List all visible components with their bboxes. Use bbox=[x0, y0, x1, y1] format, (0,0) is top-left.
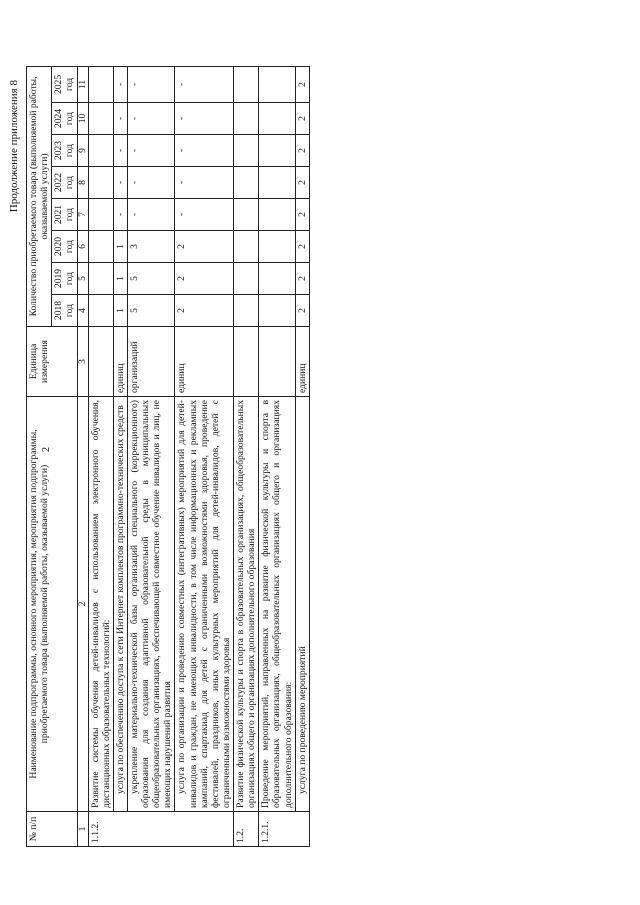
value-cell: - bbox=[175, 167, 234, 199]
item-text: услуга по обеспечению доступа к сети Интернет комплектов программно-технических средств bbox=[113, 397, 127, 812]
value-cell: 2 bbox=[295, 199, 309, 231]
value-cell: - bbox=[175, 135, 234, 167]
table-row bbox=[113, 66, 127, 846]
column-number: 6 bbox=[77, 231, 88, 263]
value-cell: 2 bbox=[295, 167, 309, 199]
header-year: 2024 год bbox=[52, 103, 77, 135]
header-year: 2025 год bbox=[52, 66, 77, 102]
table-row bbox=[259, 66, 295, 846]
value-cell: - bbox=[127, 103, 175, 135]
column-number: 8 bbox=[77, 167, 88, 199]
page-number: 2 bbox=[41, 447, 52, 452]
value-cell: - bbox=[127, 66, 175, 102]
row-title: Проведение мероприятий, направленных на развитие физической культуры и спорта в образовательных организациях, общеобразовательных организациях общего и организациях дополнительного образования: bbox=[259, 397, 295, 812]
column-number: 7 bbox=[77, 199, 88, 231]
appendix-caption: Продолжение приложения 8 bbox=[8, 80, 20, 213]
value-cell: 5 bbox=[127, 263, 175, 295]
item-unit: организаций bbox=[127, 327, 175, 397]
value-cell: 1 bbox=[113, 295, 127, 327]
header-year: 2020 год bbox=[52, 231, 77, 263]
column-number: 10 bbox=[77, 103, 88, 135]
value-cell: - bbox=[113, 167, 127, 199]
value-cell: - bbox=[175, 199, 234, 231]
header-year: 2018 год bbox=[52, 295, 77, 327]
value-cell: 2 bbox=[295, 263, 309, 295]
row-code: 1.1.2. bbox=[88, 812, 234, 847]
column-number: 1 bbox=[77, 812, 88, 847]
value-cell: - bbox=[127, 135, 175, 167]
header-year: 2019 год bbox=[52, 263, 77, 295]
row-title: Развитие системы обучения детей-инвалидов с использованием электронного обучения, дистанционных образовательных технологий: bbox=[88, 397, 113, 812]
procurement-table bbox=[26, 66, 310, 847]
value-cell: 2 bbox=[295, 66, 309, 102]
item-text: укрепление материально-технической базы организаций специального (коррекционного) образования для создания адаптивной образовательной среды в муниципальных общеобразовательных организациях, обеспечивающей совместное обучение инвалидов и лиц, не имеющих нарушений развития bbox=[127, 397, 175, 812]
header-year: 2022 год bbox=[52, 167, 77, 199]
column-number: 11 bbox=[77, 66, 88, 102]
column-number: 4 bbox=[77, 295, 88, 327]
table-row bbox=[234, 66, 259, 846]
header-year: 2021 год bbox=[52, 199, 77, 231]
value-cell: 5 bbox=[127, 295, 175, 327]
value-cell: - bbox=[175, 103, 234, 135]
item-unit: единиц bbox=[175, 327, 234, 397]
table-row bbox=[127, 66, 175, 846]
header-num: № п/п bbox=[27, 812, 78, 847]
column-number: 3 bbox=[77, 327, 88, 397]
item-text: услуга по организации и проведению совместных (интегративных) мероприятий для детей-инвалидов и граждан, не имеющих инвалидности, в том числе информационных и рекламных кампаний, спартакиад для детей с ограниченными возможностями здоровья, проведение фестивалей, праздников, иных культурных мероприятий для детей-инвалидов, детей с ограниченными возможностями здоровья bbox=[175, 397, 234, 812]
column-number: 2 bbox=[77, 397, 88, 812]
header-unit: Единица измерения bbox=[27, 327, 78, 397]
header-quantity: Количество приобретаемого товара (выполняемой работы, оказываемой услуги) bbox=[27, 66, 52, 326]
item-unit: единиц bbox=[113, 327, 127, 397]
value-cell: 2 bbox=[175, 295, 234, 327]
value-cell: - bbox=[113, 135, 127, 167]
value-cell: 3 bbox=[127, 231, 175, 263]
table-row bbox=[295, 66, 309, 846]
value-cell: 2 bbox=[295, 231, 309, 263]
value-cell: 2 bbox=[295, 135, 309, 167]
row-title: Развитие физической культуры и спорта в образовательных организациях, общеобразовательных организациях общего и организациях дополнительного образования bbox=[234, 397, 259, 812]
value-cell: 2 bbox=[175, 263, 234, 295]
column-number: 9 bbox=[77, 135, 88, 167]
value-cell: - bbox=[127, 167, 175, 199]
value-cell: 1 bbox=[113, 263, 127, 295]
header-year: 2023 год bbox=[52, 135, 77, 167]
header-name: Наименование подпрограммы, основного мероприятия, мероприятия подпрограммы, приобретаемого товара (выполняемой работы, оказываемой услуги) bbox=[27, 397, 78, 812]
value-cell: - bbox=[113, 103, 127, 135]
table-row bbox=[88, 66, 113, 846]
value-cell: - bbox=[113, 199, 127, 231]
row-code: 1.2.1. bbox=[259, 812, 310, 847]
item-text: услуга по проведению мероприятий bbox=[295, 397, 309, 812]
value-cell: 2 bbox=[295, 295, 309, 327]
value-cell: 2 bbox=[295, 103, 309, 135]
value-cell: - bbox=[113, 66, 127, 102]
value-cell: - bbox=[127, 199, 175, 231]
row-code: 1.2. bbox=[234, 812, 259, 847]
value-cell: - bbox=[175, 66, 234, 102]
table-row bbox=[175, 66, 234, 846]
value-cell: 2 bbox=[175, 231, 234, 263]
item-unit: единиц bbox=[295, 327, 309, 397]
value-cell: 1 bbox=[113, 231, 127, 263]
column-number: 5 bbox=[77, 263, 88, 295]
